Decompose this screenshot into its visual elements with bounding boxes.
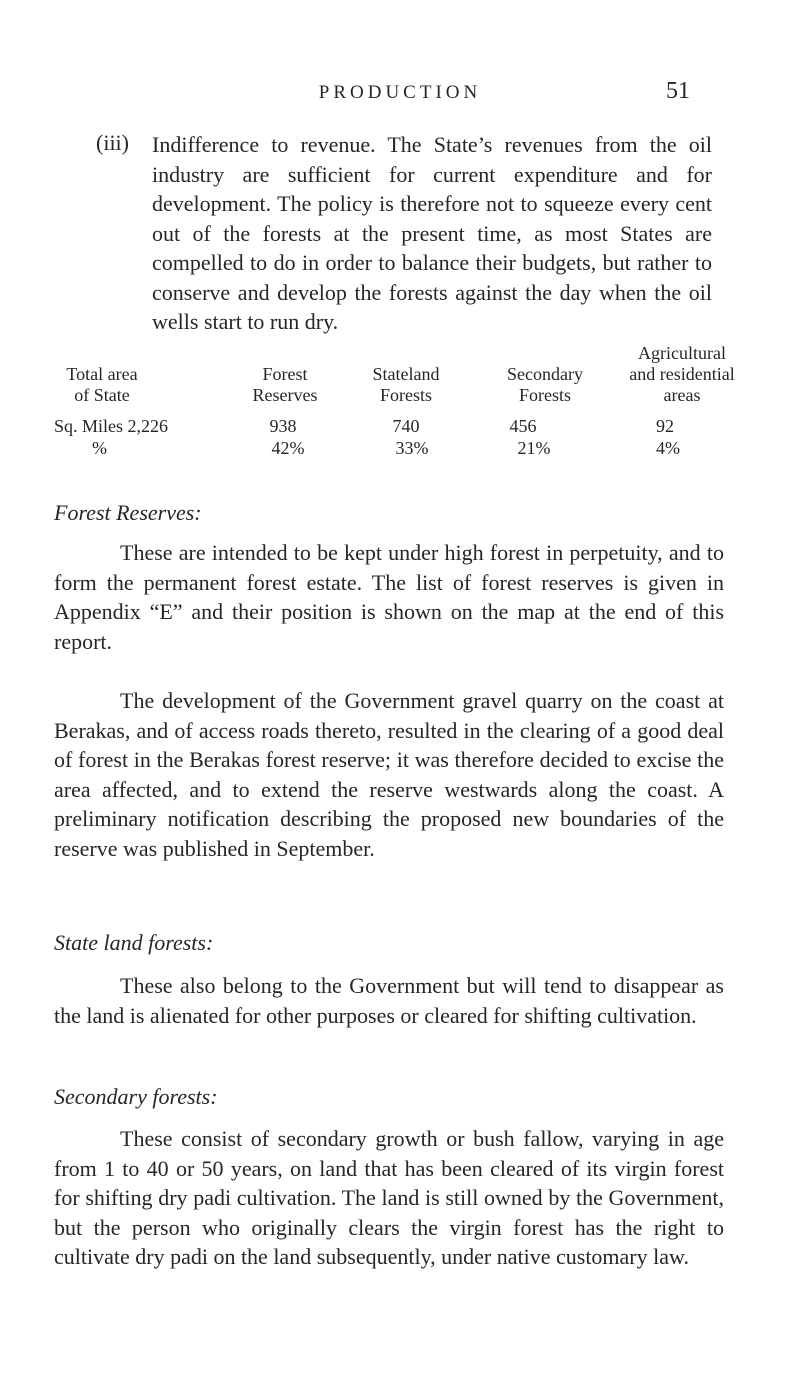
page-number: 51 xyxy=(666,78,690,104)
table-header-secondary-forests-line2: Forests xyxy=(518,385,572,405)
table-header-agricultural-line1: Agricultural xyxy=(638,343,726,363)
paragraph-forest-reserves-2: The development of the Government gravel quarry on the coast at Berakas, and of access roads thereto, resulted in the clearing of a good deal of forest in the Berakas forest reserve; it was therefore decided to excise the area affected, and to extend the reserve westwards along the coast. A preliminary notification describing the proposed new boundaries of the reserve was published in September. xyxy=(54,688,724,861)
table-row-label-percent: % xyxy=(92,438,107,458)
table-header-total-area-line1: Total area xyxy=(66,364,138,384)
table-header-agricultural-line2: and residential xyxy=(629,364,735,384)
area-table xyxy=(54,334,754,458)
table-cell-stateland-sq-miles: 740 xyxy=(392,416,420,436)
table-header-secondary-forests-line1: Secondary xyxy=(507,364,583,384)
table-cell-stateland-percent: 33% xyxy=(395,438,429,458)
table-header-agricultural-line3: areas xyxy=(663,385,701,405)
table-cell-secondary-percent: 21% xyxy=(517,438,551,458)
section-heading-forest-reserves: Forest Reserves: xyxy=(54,500,202,525)
paragraph-state-land-forests: These also belong to the Government but will tend to disappear as the land is alienated for other purposes or cleared for shifting cultivation. xyxy=(54,973,724,1028)
paragraph-secondary-forests: These consist of secondary growth or bush fallow, varying in age from 1 to 40 or 50 years, on land that has been cleared of its virgin forest for shifting dry padi cultivation. The land is still owned by the Government, but the person who originally clears the virgin forest has the right to cultivate dry padi on the land subsequently, under native customary law. xyxy=(54,1126,724,1269)
section-heading-state-land-forests: State land forests: xyxy=(54,930,214,955)
table-cell-forest-reserves-percent: 42% xyxy=(271,438,305,458)
table-cell-agricultural-sq-miles: 92 xyxy=(656,416,674,436)
paragraph-forest-reserves-1: These are intended to be kept under high forest in perpetuity, and to form the permanent forest estate. The list of forest reserves is given in Appendix “E” and their position is shown on the map at the end of this report. xyxy=(54,540,724,654)
table-header-forest-reserves-line1: Forest xyxy=(262,364,308,384)
table-header-total-area-line2: of State xyxy=(74,385,130,405)
table-header-stateland-forests-line2: Forests xyxy=(379,385,433,405)
table-cell-agricultural-percent: 4% xyxy=(656,438,680,458)
section-heading-secondary-forests: Secondary forests: xyxy=(54,1084,218,1109)
table-row-label-sq-miles: Sq. Miles 2,226 xyxy=(54,416,169,436)
running-header: PRODUCTION xyxy=(318,82,482,103)
list-item-label: (iii) xyxy=(96,130,129,155)
table-cell-forest-reserves-sq-miles: 938 xyxy=(269,416,297,436)
list-item-text: Indifference to revenue. The State’s revenues from the oil industry are sufficient for current expenditure and for development. The policy is therefore not to squeeze every cent out of the forests at the present time, as most States are compelled to do in order to balance their budgets, but rather to conserve and develop the forests against the day when the oil wells start to run dry. xyxy=(152,132,712,334)
table-header-stateland-forests-line1: Stateland xyxy=(372,364,440,384)
table-header-forest-reserves-line2: Reserves xyxy=(252,385,318,405)
table-cell-secondary-sq-miles: 456 xyxy=(509,416,537,436)
